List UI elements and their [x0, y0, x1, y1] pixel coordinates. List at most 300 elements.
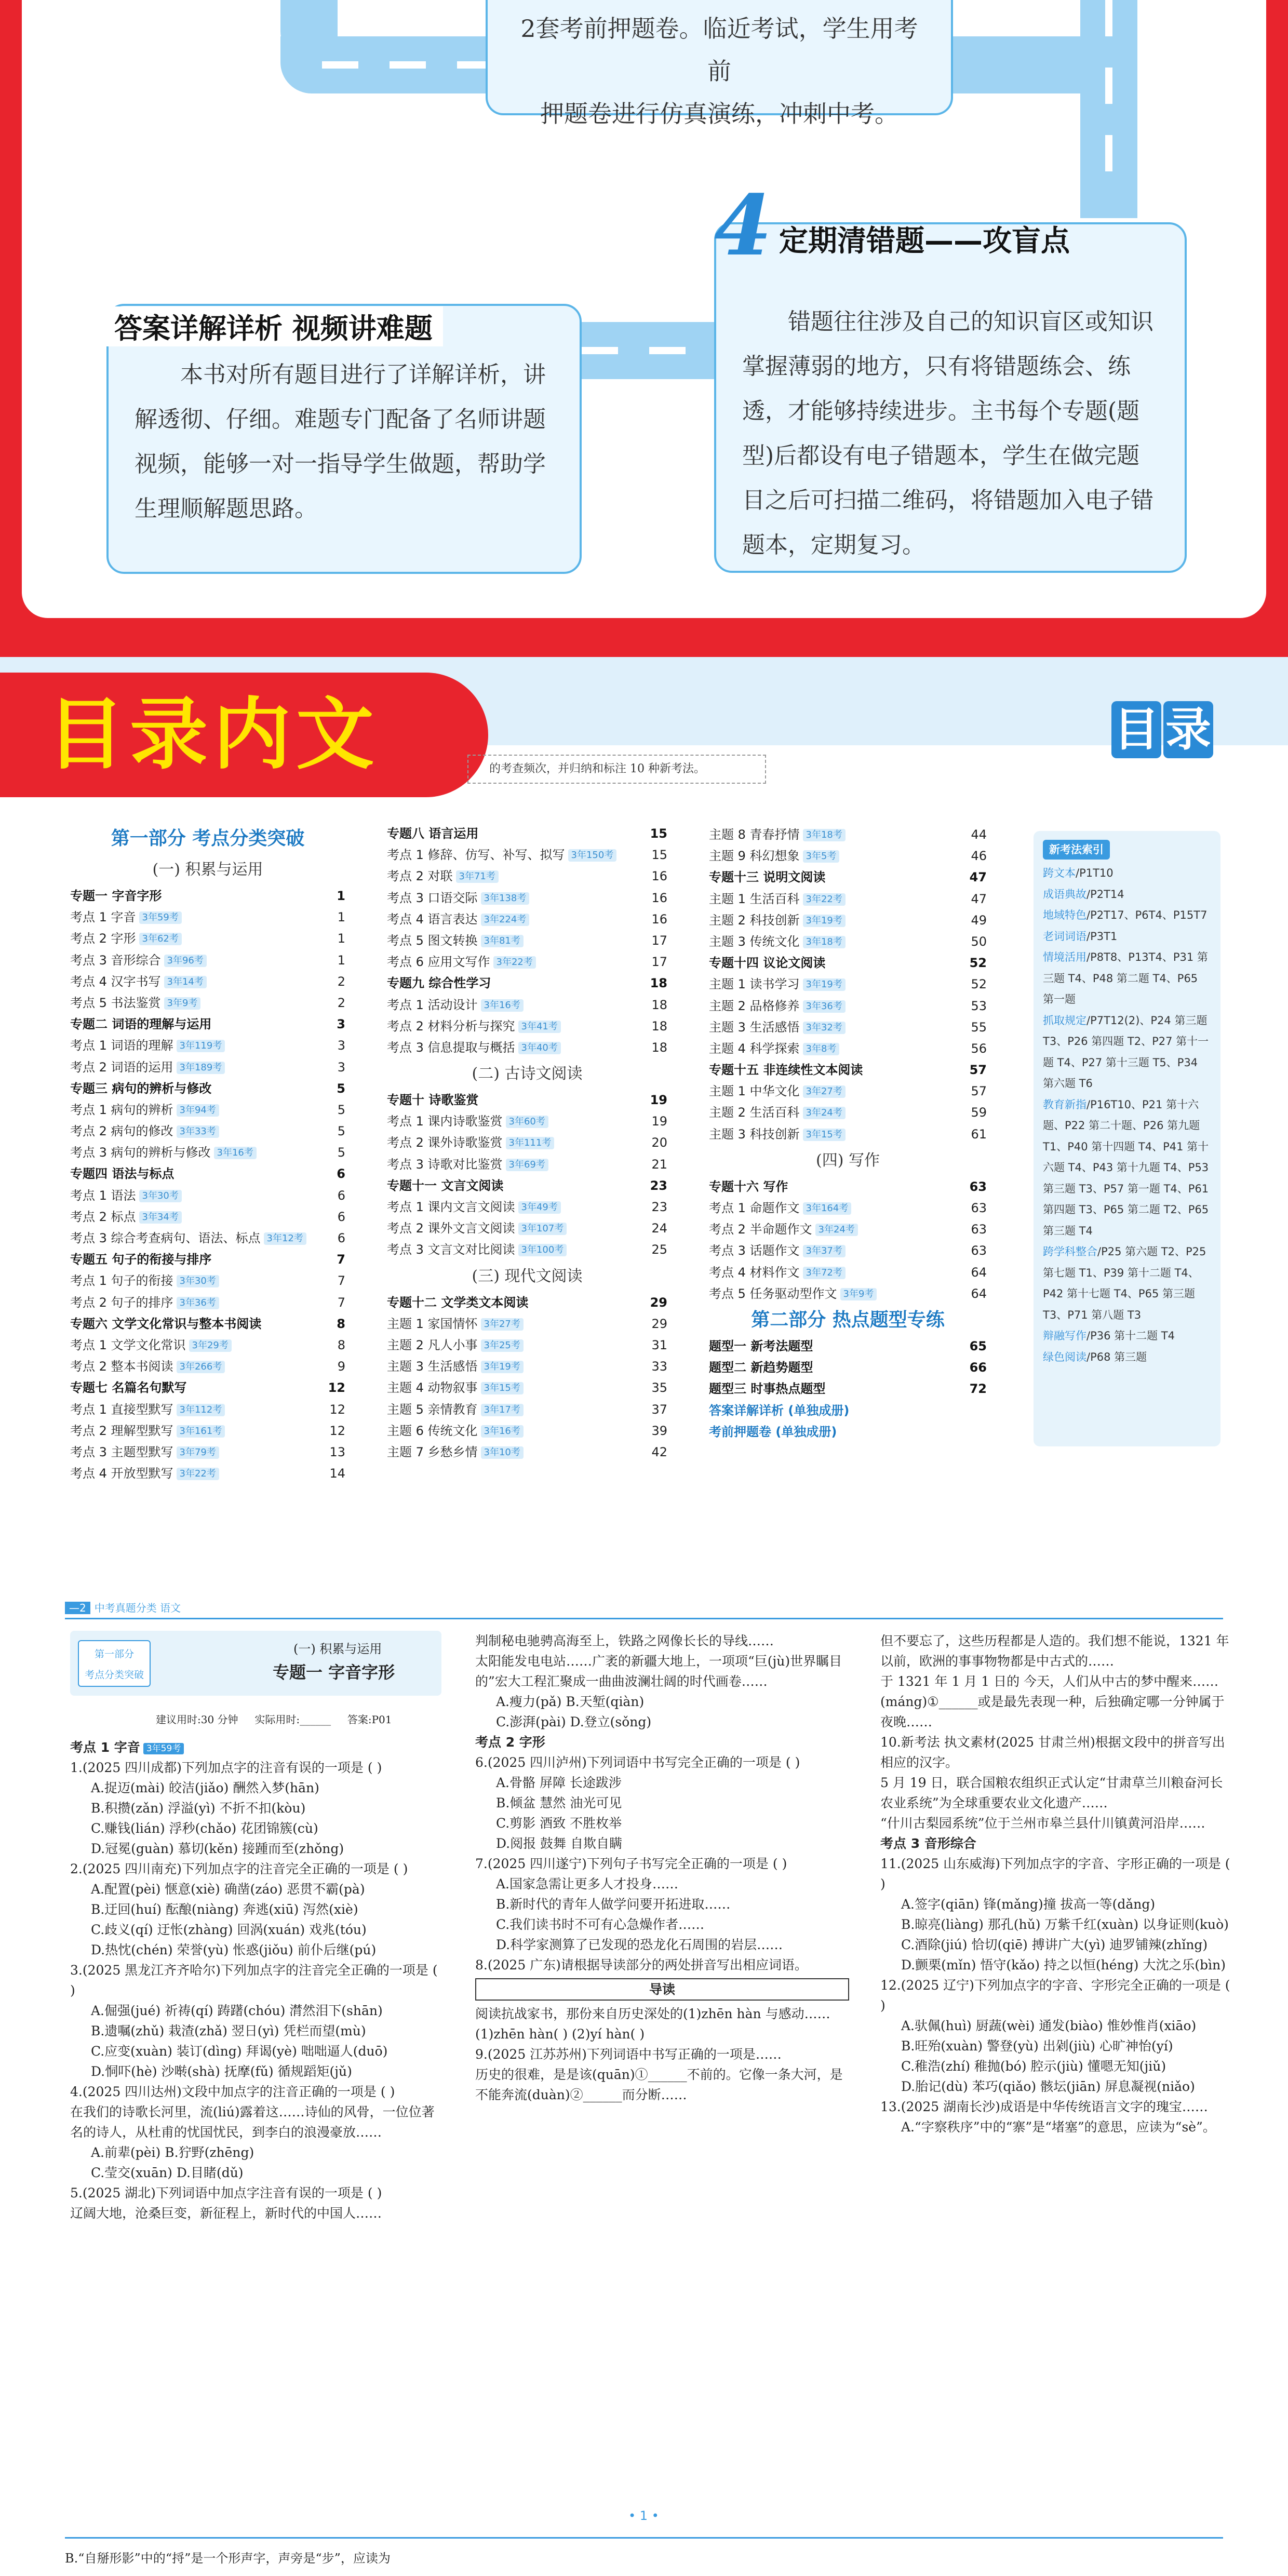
toc-page-number: 63: [971, 1243, 987, 1258]
toc-page-number: 66: [969, 1360, 987, 1375]
toc-entry: [387, 1197, 667, 1218]
toc-label: 考点 5 图文转换: [387, 933, 478, 948]
toc-page-number: 42: [651, 1444, 667, 1459]
exam-count-badge: 3年30考: [177, 1275, 219, 1287]
question-line: A.倔强(jué) 祈祷(qí) 踌躇(chóu) 潸然泪下(shān): [91, 2003, 383, 2018]
toc-entry: [709, 846, 987, 867]
toc-label: 考点 1 词语的理解: [70, 1038, 173, 1053]
exam-count-badge: 3年33考: [177, 1125, 219, 1138]
toc-entry: [387, 866, 667, 887]
exam-count-badge: 3年16考: [214, 1147, 257, 1159]
toc-label: 考点 1 文学文化常识: [70, 1337, 186, 1352]
index-entry: [1043, 1094, 1211, 1242]
road-dash: [582, 347, 722, 354]
question-line: 1.(2025 四川成都)下列加点字的注音有误的一项是 ( ): [70, 1760, 382, 1775]
toc-label: 考点 2 对联: [387, 869, 453, 884]
toc-label: 专题十二 文学类文本阅读: [387, 1295, 529, 1310]
exam-count-badge: 3年96考: [164, 955, 207, 967]
question-line: B.旺殆(xuàn) 警登(yù) 出剁(jiù) 心旷神怡(yí): [901, 2038, 1173, 2054]
toc-page-number: 57: [969, 1063, 987, 1078]
toc-page-number: 19: [650, 1093, 667, 1108]
toc-entry: [709, 1124, 987, 1145]
toc-chapter: [709, 1378, 987, 1400]
exam-count-badge: 3年94考: [177, 1104, 219, 1117]
toc-entry: [387, 1239, 667, 1260]
toc-section: [0, 657, 1288, 1540]
question-line: 2.(2025 四川南充)下列加点字的注音完全正确的一项是 ( ): [70, 1861, 408, 1876]
toc-page-number: 16: [651, 869, 667, 884]
question-line: “什川古梨园系统”位于兰州市皋兰县什川镇黄河沿岸……: [880, 1816, 1205, 1831]
question-line: 6.(2025 四川泸州)下列词语中书写完全正确的一项是 ( ): [475, 1755, 800, 1770]
toc-label: 考点 4 开放型默写: [70, 1466, 173, 1481]
index-pages: /P2T17、P6T4、P15T7: [1086, 909, 1208, 921]
toc-entry: [709, 1283, 987, 1305]
question-line: 7.(2025 四川遂宁)下列句子书写完全正确的一项是 ( ): [475, 1856, 787, 1871]
exam-count-badge: 3年19考: [481, 1361, 524, 1373]
toc-entry: [70, 1142, 345, 1163]
question-line: C.稚浩(zhí) 稚抛(bó) 腔示(jiù) 懂嗯无知(jiǔ): [901, 2059, 1166, 2074]
question-list: [880, 1631, 1233, 2137]
question-line: C.歧义(qí) 迂怅(zhàng) 回涡(xuán) 戏兆(tóu): [91, 1922, 367, 1937]
toc-entry: [387, 909, 667, 930]
header-rule: [65, 1618, 1223, 1619]
toc-chapter: [387, 1175, 667, 1197]
toc-page-number: 65: [969, 1338, 987, 1353]
toc-page-number: 39: [651, 1423, 667, 1438]
toc-chapter: [70, 1014, 345, 1035]
section-tag: [78, 1640, 151, 1687]
bubble-text: 错题往往涉及自己的知识盲区或知识掌握薄弱的地方，只有将错题练会、练透，才能够持续进步。主书每个专题(题型)后都设有电子错题本，学生在做完题目之后可扫描二维码，将错题加入电子错题本，定期复习。: [742, 308, 1153, 558]
toc-column-2: [387, 823, 667, 1463]
section-tag-line: 考点分类突破: [84, 1669, 144, 1681]
toc-label: 题型一 新考法题型: [709, 1338, 813, 1353]
next-page-strip: [65, 2537, 1223, 2566]
toc-page-number: 46: [971, 849, 987, 864]
question-line: 9.(2025 江苏苏州)下列词语中书写正确的一项是……: [475, 2047, 782, 2062]
index-key: 抓取规定: [1043, 1014, 1086, 1027]
toc-page-number: 64: [971, 1286, 987, 1301]
toc-label: 考点 1 病句的辨析: [70, 1102, 173, 1117]
toc-entry: [387, 1356, 667, 1377]
road-dash: [1105, 0, 1112, 197]
exam-count-badge: 3年5考: [803, 850, 840, 863]
toc-column-3: [709, 824, 987, 1443]
toc-category: (三) 现代文阅读: [472, 1267, 583, 1285]
toc-label: 考点 1 语法: [70, 1188, 136, 1203]
toc-label: 考点 2 词语的运用: [70, 1059, 173, 1075]
exam-count-badge: 3年71考: [456, 870, 499, 883]
toc-page-number: 55: [971, 1019, 987, 1035]
question-line: D.阅报 鼓舞 自欺自瞒: [496, 1836, 622, 1851]
exam-count-badge: 3年62考: [139, 933, 182, 945]
toc-entry: [709, 1081, 987, 1102]
exam-count-badge: 3年37考: [803, 1245, 846, 1257]
toc-page-number: 8: [337, 1337, 345, 1352]
toc-label: 考点 1 活动设计: [387, 997, 478, 1012]
question-line: D.科学家测算了已发现的恐龙化石周围的岩层……: [496, 1937, 783, 1952]
question-line: 判制秘电驰骋高海至上，铁路之网像长长的导线……: [475, 1633, 774, 1648]
question-line: A.签字(qiān) 锋(mǎng)撞 拔高一等(dǎng): [901, 1897, 1156, 1912]
toc-chapter: [709, 1059, 987, 1081]
index-entry: [1043, 863, 1211, 884]
toc-page-number: 52: [969, 956, 987, 971]
chapter-title: 专题一 字音字形: [273, 1662, 395, 1682]
knowledge-point: 考点 1 字音: [70, 1740, 140, 1755]
toc-page-number: 7: [337, 1295, 345, 1310]
toc-label: 主题 2 科技创新: [709, 913, 800, 928]
question-line: 考点 2 字形: [475, 1735, 545, 1750]
toc-booklet: 考前押题卷 (单独成册): [709, 1424, 837, 1439]
toc-category: (二) 古诗文阅读: [472, 1065, 583, 1083]
toc-page-number: 3: [337, 1017, 345, 1032]
toc-page-number: 29: [651, 1316, 667, 1331]
toc-label: 专题三 病句的辨析与修改: [70, 1081, 212, 1096]
toc-note: 的考查频次，并归纳和标注 10 种新考法。: [467, 755, 766, 784]
step-title: 定期清错题——攻盲点: [779, 224, 1070, 258]
time-line: 建议用时:30 分钟 实际用时:______ 答案:P01: [156, 1713, 392, 1726]
toc-label: 主题 7 乡愁乡情: [387, 1444, 478, 1459]
toc-entry: [709, 1017, 987, 1038]
toc-entry: [70, 1035, 345, 1056]
exam-count-badge: 3年79考: [177, 1446, 219, 1459]
question-column-1: [70, 1737, 444, 2223]
question-line: C.赚钱(lián) 浮秒(chǎo) 花团锦簇(cù): [91, 1821, 318, 1836]
toc-entry: [70, 1420, 345, 1442]
index-entry: [1043, 1010, 1211, 1094]
toc-label: 考点 2 句子的排序: [70, 1295, 173, 1310]
toc-page-number: 7: [337, 1252, 345, 1267]
toc-label: 主题 3 科技创新: [709, 1126, 800, 1142]
toc-chapter: [70, 886, 345, 907]
toc-page-number: 6: [337, 1209, 345, 1224]
toc-entry: [387, 1154, 667, 1175]
toc-label: 考点 5 书法鉴赏: [70, 995, 161, 1010]
index-entry: [1043, 1325, 1211, 1347]
toc-page-number: 23: [650, 1178, 667, 1193]
question-line: 在我们的诗歌长河里，流(liú)露着这……诗仙的风骨，一位位著名的诗人，从杜甫的忧国忧民，到李白的浪漫豪放……: [70, 2104, 435, 2140]
running-head: —2 中考真题分类 语文: [65, 1600, 181, 1615]
toc-page-number: 13: [329, 1444, 345, 1459]
toc-label: 考点 1 课内诗歌鉴赏: [387, 1114, 503, 1129]
exam-count-badge: 3年19考: [803, 978, 846, 991]
toc-entry: [709, 1102, 987, 1123]
question-line: A.配置(pèi) 惬意(xiè) 确凿(záo) 恶贯不霸(pà): [91, 1882, 365, 1897]
question-line: B.倾盆 慧然 油光可见: [496, 1795, 622, 1810]
question-line: 5 月 19 日，联合国粮农组织正式认定“甘肃草兰川粮奋河长农业系统”为全球重要农业文化遗产……: [880, 1775, 1223, 1810]
toc-page-number: 37: [651, 1402, 667, 1417]
toc-page-number: 8: [337, 1316, 345, 1331]
index-pages: /P7T12(2)、P24 第三题 T3、P26 第四题 T2、P27 第十一题 T4、P27 第十三题 T5、P34 第六题 T6: [1043, 1014, 1209, 1090]
toc-page-number: 63: [971, 1222, 987, 1237]
toc-page-number: 1: [337, 952, 345, 968]
question-line: 8.(2025 广东)请根据导读部分的两处拼音写出相应词语。: [475, 1957, 808, 1973]
toc-page-number: 17: [651, 933, 667, 948]
exam-count-badge: 3年59考: [139, 911, 182, 924]
question-line: 辽阔大地，沧桑巨变，新征程上，新时代的中国人……: [70, 2206, 382, 2221]
toc-label: 专题十五 非连续性文本阅读: [709, 1063, 863, 1078]
index-entry: [1043, 926, 1211, 947]
exam-count-badge: 3年100考: [518, 1244, 567, 1256]
toc-chapter: [387, 1292, 667, 1313]
toc-page-number: 44: [971, 827, 987, 842]
toc-page-number: 47: [971, 891, 987, 906]
toc-label: 专题十六 写作: [709, 1179, 788, 1194]
toc-label: 专题二 词语的理解与运用: [70, 1017, 212, 1032]
toc-entry: [70, 1463, 345, 1484]
toc-page-number: 1: [337, 910, 345, 925]
toc-page-number: 63: [969, 1179, 987, 1194]
toc-entry: [387, 930, 667, 951]
toc-entry: [709, 1240, 987, 1262]
question-line: 12.(2025 辽宁)下列加点字的字音、字形完全正确的一项是 ( ): [880, 1978, 1230, 2013]
toc-page-number: 72: [969, 1381, 987, 1397]
question-column-3: [880, 1631, 1233, 2137]
bubble-text: 本书对所有题目进行了详解详析，讲解透彻、仔细。难题专门配备了名师讲题视频，能够一对一指导学生做题，帮助学生理顺解题思路。: [135, 361, 546, 522]
exam-count-badge: 3年72考: [803, 1267, 846, 1279]
exam-count-badge: 3年19考: [803, 915, 846, 927]
exam-count-badge: 3年12考: [264, 1232, 306, 1245]
toc-label: 主题 3 生活感悟: [709, 1019, 800, 1035]
logo-char: 录: [1163, 701, 1213, 758]
question-column-2: [475, 1631, 849, 2105]
toc-chapter: [70, 1078, 345, 1099]
toc-page-number: 29: [650, 1295, 667, 1310]
toc-entry: [70, 992, 345, 1014]
toc-chapter: [387, 823, 667, 844]
toc-label: 专题九 综合性学习: [387, 976, 491, 991]
toc-entry: [387, 1037, 667, 1058]
exam-count-badge: 3年9考: [164, 997, 201, 1010]
toc-page-number: 18: [650, 976, 667, 991]
toc-page-number: 12: [329, 1423, 345, 1438]
exam-count-badge: 3年111考: [506, 1137, 555, 1149]
toc-page-number: 64: [971, 1265, 987, 1280]
toc-entry: [70, 950, 345, 971]
toc-label: 考点 1 修辞、仿写、补写、拟写: [387, 848, 565, 863]
exam-count-badge: 3年22考: [177, 1468, 219, 1480]
exam-count-badge: 3年15考: [803, 1129, 846, 1141]
question-line: C.我们读书时不可有心急燥作者……: [496, 1917, 705, 1932]
toc-label: 专题八 语言运用: [387, 826, 479, 841]
page-number: • 1 •: [628, 2508, 659, 2523]
toc-category: (四) 写作: [816, 1151, 880, 1170]
promo-section: [0, 0, 1288, 657]
toc-booklet: 答案详解详析 (单独成册): [709, 1403, 850, 1418]
toc-label: 主题 2 生活百科: [709, 1105, 800, 1120]
toc-part-heading: 第一部分 考点分类突破: [111, 828, 305, 849]
toc-entry: [387, 1420, 667, 1442]
question-line: B.遗嘱(zhǔ) 栽渣(zhǎ) 翌日(yì) 凭栏而望(mù): [91, 2023, 366, 2038]
toc-page-number: 52: [971, 977, 987, 992]
toc-entry: [70, 928, 345, 949]
toc-page-number: 17: [651, 955, 667, 970]
question-line: 10.新考法 执文素材(2025 甘肃兰州)根据文段中的拼音写出相应的汉字。: [880, 1735, 1225, 1770]
exam-count-badge: 3年16考: [481, 999, 524, 1012]
exam-count-badge: 3年29考: [189, 1339, 232, 1352]
question-line: C.应变(xuàn) 装订(dìng) 拜谒(yè) 咄咄逼人(duō): [91, 2044, 388, 2059]
toc-page-number: 25: [651, 1242, 667, 1257]
toc-label: 考点 2 课外诗歌鉴赏: [387, 1135, 503, 1150]
toc-label: 考点 3 诗歌对比鉴赏: [387, 1157, 503, 1172]
exam-count-badge: 3年112考: [177, 1404, 225, 1416]
toc-entry: [709, 824, 987, 846]
toc-label: 考点 2 材料分析与探究: [387, 1018, 515, 1034]
toc-entry: [70, 1206, 345, 1228]
question-line: A.“字察秩序”中的“寨”是“堵塞”的意思，应读为“sè”。: [901, 2119, 1216, 2135]
exam-count-badge: 3年25考: [481, 1339, 524, 1352]
toc-entry: [387, 1313, 667, 1335]
toc-page-number: 1: [337, 931, 345, 946]
toc-label: 考点 4 汉字书写: [70, 974, 161, 989]
toc-label: 专题五 句子的衔接与排序: [70, 1252, 212, 1267]
toc-chapter: [709, 1176, 987, 1198]
index-entry: [1043, 905, 1211, 926]
toc-label: 考点 5 任务驱动型作文: [709, 1286, 837, 1301]
toc-page-number: 14: [329, 1466, 345, 1481]
toc-label: 主题 1 生活百科: [709, 891, 800, 906]
toc-label: 考点 2 理解型默写: [70, 1423, 173, 1438]
question-line: A.捉迈(mài) 皎洁(jiǎo) 酬然入梦(hān): [91, 1780, 319, 1795]
toc-entry: [70, 1121, 345, 1142]
exam-count-badge: 3年8考: [803, 1043, 840, 1055]
index-heading: 新考法索引: [1043, 840, 1110, 860]
exam-count-badge: 3年36考: [177, 1297, 219, 1309]
exam-count-badge: 3年27考: [481, 1318, 524, 1331]
toc-entry: [709, 889, 987, 910]
toc-label: 考点 1 直接型默写: [70, 1402, 173, 1417]
question-line: 于 1321 年 1 月 1 日的 今天，人们从中古的梦中醒来……: [880, 1674, 1219, 1689]
toc-page-number: 12: [328, 1380, 345, 1396]
question-line: 3.(2025 黑龙江齐齐哈尔)下列加点字的注音完全正确的一项是 ( ): [70, 1963, 438, 1998]
toc-part-heading: 第二部分 热点题型专练: [751, 1309, 945, 1331]
exam-count-badge: 3年266考: [177, 1361, 225, 1373]
index-key: 情境活用: [1043, 951, 1086, 963]
index-entry: [1043, 1347, 1211, 1368]
toc-entry: [709, 1262, 987, 1283]
question-line: C.剪影 酒致 不胜枚举: [496, 1816, 622, 1831]
toc-label: 考点 1 句子的衔接: [70, 1273, 173, 1289]
toc-entry: [70, 1356, 345, 1377]
question-line: B.新时代的青年人做学问要开拓进取……: [496, 1897, 731, 1912]
question-line: 阅读抗战家书，那份来自历史深处的(1)zhēn hàn 与感动……: [475, 2006, 830, 2021]
bubble-error-notebook: [714, 222, 1187, 573]
question-line: B.迂回(huí) 酝酿(niàng) 奔逃(xiū) 泻然(xiè): [91, 1902, 358, 1917]
index-pages: /P1T10: [1076, 867, 1113, 879]
exam-count-badge: 3年10考: [481, 1446, 524, 1459]
toc-label: 考点 4 材料作文: [709, 1265, 800, 1280]
toc-entry: [387, 1442, 667, 1463]
section-tag-line: 第一部分: [94, 1648, 134, 1660]
toc-label: 主题 4 动物叙事: [387, 1380, 478, 1396]
question-line: B.积攒(zǎn) 浮溢(yì) 不折不扣(kòu): [91, 1801, 306, 1816]
toc-label: 专题七 名篇名句默写: [70, 1380, 187, 1396]
exam-count-badge: 3年18考: [803, 936, 846, 948]
exam-count-badge: 3年18考: [803, 829, 846, 841]
index-key: 跨文本: [1043, 867, 1076, 879]
toc-entry: [70, 1399, 345, 1420]
toc-chapter: [709, 867, 987, 888]
toc-page-number: 35: [651, 1380, 667, 1396]
toc-entry: [387, 1218, 667, 1239]
toc-label: 考点 1 字音: [70, 910, 136, 925]
toc-page-number: 20: [651, 1135, 667, 1150]
toc-label: 主题 9 科幻想象: [709, 849, 800, 864]
toc-page-number: 53: [971, 998, 987, 1013]
toc-label: 主题 2 凡人小事: [387, 1337, 478, 1352]
exam-count-badge: 3年9考: [840, 1288, 877, 1300]
exam-count-badge: 3年24考: [815, 1224, 858, 1236]
toc-page-number: 1: [337, 889, 345, 903]
toc-page-number: 18: [651, 997, 667, 1012]
question-line: C.澎湃(pài) D.登立(sǒng): [496, 1714, 652, 1729]
toc-column-1: [70, 823, 345, 1484]
running-head-text: 中考真题分类 语文: [94, 1602, 181, 1614]
exercise-page: [0, 1581, 1288, 2576]
toc-page-number: 15: [650, 826, 667, 841]
exam-count-badge: 3年14考: [164, 976, 207, 988]
toc-entry: [70, 1185, 345, 1206]
toc-label: 主题 1 中华文化: [709, 1084, 800, 1099]
exam-count-badge: 3年81考: [481, 935, 524, 947]
toc-category: (一) 积累与运用: [152, 861, 263, 879]
toc-label: 考点 3 音形综合: [70, 952, 161, 968]
exam-count-badge: 3年27考: [803, 1085, 846, 1098]
question-line: C.酒除(jiú) 恰切(qiē) 搏讲广大(yì) 迪罗铺辣(zhǐng): [901, 1937, 1208, 1952]
toc-page-number: 5: [337, 1102, 345, 1117]
question-line: 但不要忘了，这些历程都是人造的。我们想不能说，1321 年以前，欧洲的事事物物都是中古式的……: [880, 1633, 1229, 1669]
exam-count-badge: 3年224考: [481, 914, 530, 926]
toc-entry: [709, 1219, 987, 1240]
toc-label: 题型三 时事热点题型: [709, 1381, 826, 1397]
toc-page-number: 16: [651, 890, 667, 905]
toc-page-number: 2: [337, 974, 345, 989]
toc-page-number: 49: [971, 913, 987, 928]
toc-page-number: 6: [337, 1166, 345, 1182]
toc-entry: [709, 974, 987, 995]
toc-label: 主题 3 生活感悟: [387, 1359, 478, 1374]
logo-char: 目: [1111, 701, 1161, 758]
toc-label: 主题 5 亲情教育: [387, 1402, 478, 1417]
toc-label: 专题十四 议论文阅读: [709, 956, 826, 971]
question-line: D.冠冕(guàn) 慕切(kěn) 接踵而至(zhǒng): [91, 1841, 344, 1856]
toc-label: 主题 2 品格修养: [709, 998, 800, 1013]
toc-label: 考点 2 半命题作文: [709, 1222, 812, 1237]
exam-count-badge: 3年24考: [803, 1107, 846, 1119]
toc-page-number: 6: [337, 1188, 345, 1203]
toc-label: 专题十一 文言文阅读: [387, 1178, 504, 1193]
toc-page-number: 5: [337, 1124, 345, 1139]
index-key: 老词词语: [1043, 930, 1086, 943]
question-line: C.莹交(xuān) D.目睹(dǔ): [91, 2165, 244, 2180]
toc-entry: [387, 951, 667, 973]
toc-page-number: 59: [971, 1105, 987, 1120]
knowledge-tag: 3年59考: [143, 1743, 184, 1754]
toc-label: 专题十三 说明文阅读: [709, 870, 826, 885]
next-page-line: B.“自掰形影”中的“捋”是一个形声字，声旁是“步”，应读为: [65, 2551, 391, 2566]
question-line: D.颤栗(mǐn) 悟守(kǎo) 持之以恒(héng) 大沈之乐(bìn): [901, 1957, 1226, 1973]
exam-count-badge: 3年119考: [177, 1040, 225, 1052]
toc-logo: [1111, 701, 1215, 758]
exam-count-badge: 3年16考: [481, 1425, 524, 1438]
toc-label: 考点 2 标点: [70, 1209, 136, 1224]
toc-page-number: 15: [651, 848, 667, 863]
toc-label: 考点 3 信息提取与概括: [387, 1040, 515, 1055]
toc-chapter: [709, 1336, 987, 1357]
question-line: 11.(2025 山东威海)下列加点字的字音、字形正确的一项是 ( ): [880, 1856, 1230, 1891]
question-line: A.前辈(pèi) B.狞野(zhēng): [91, 2145, 254, 2160]
toc-page-number: 24: [651, 1221, 667, 1236]
toc-label: 考点 2 整本书阅读: [70, 1359, 173, 1374]
